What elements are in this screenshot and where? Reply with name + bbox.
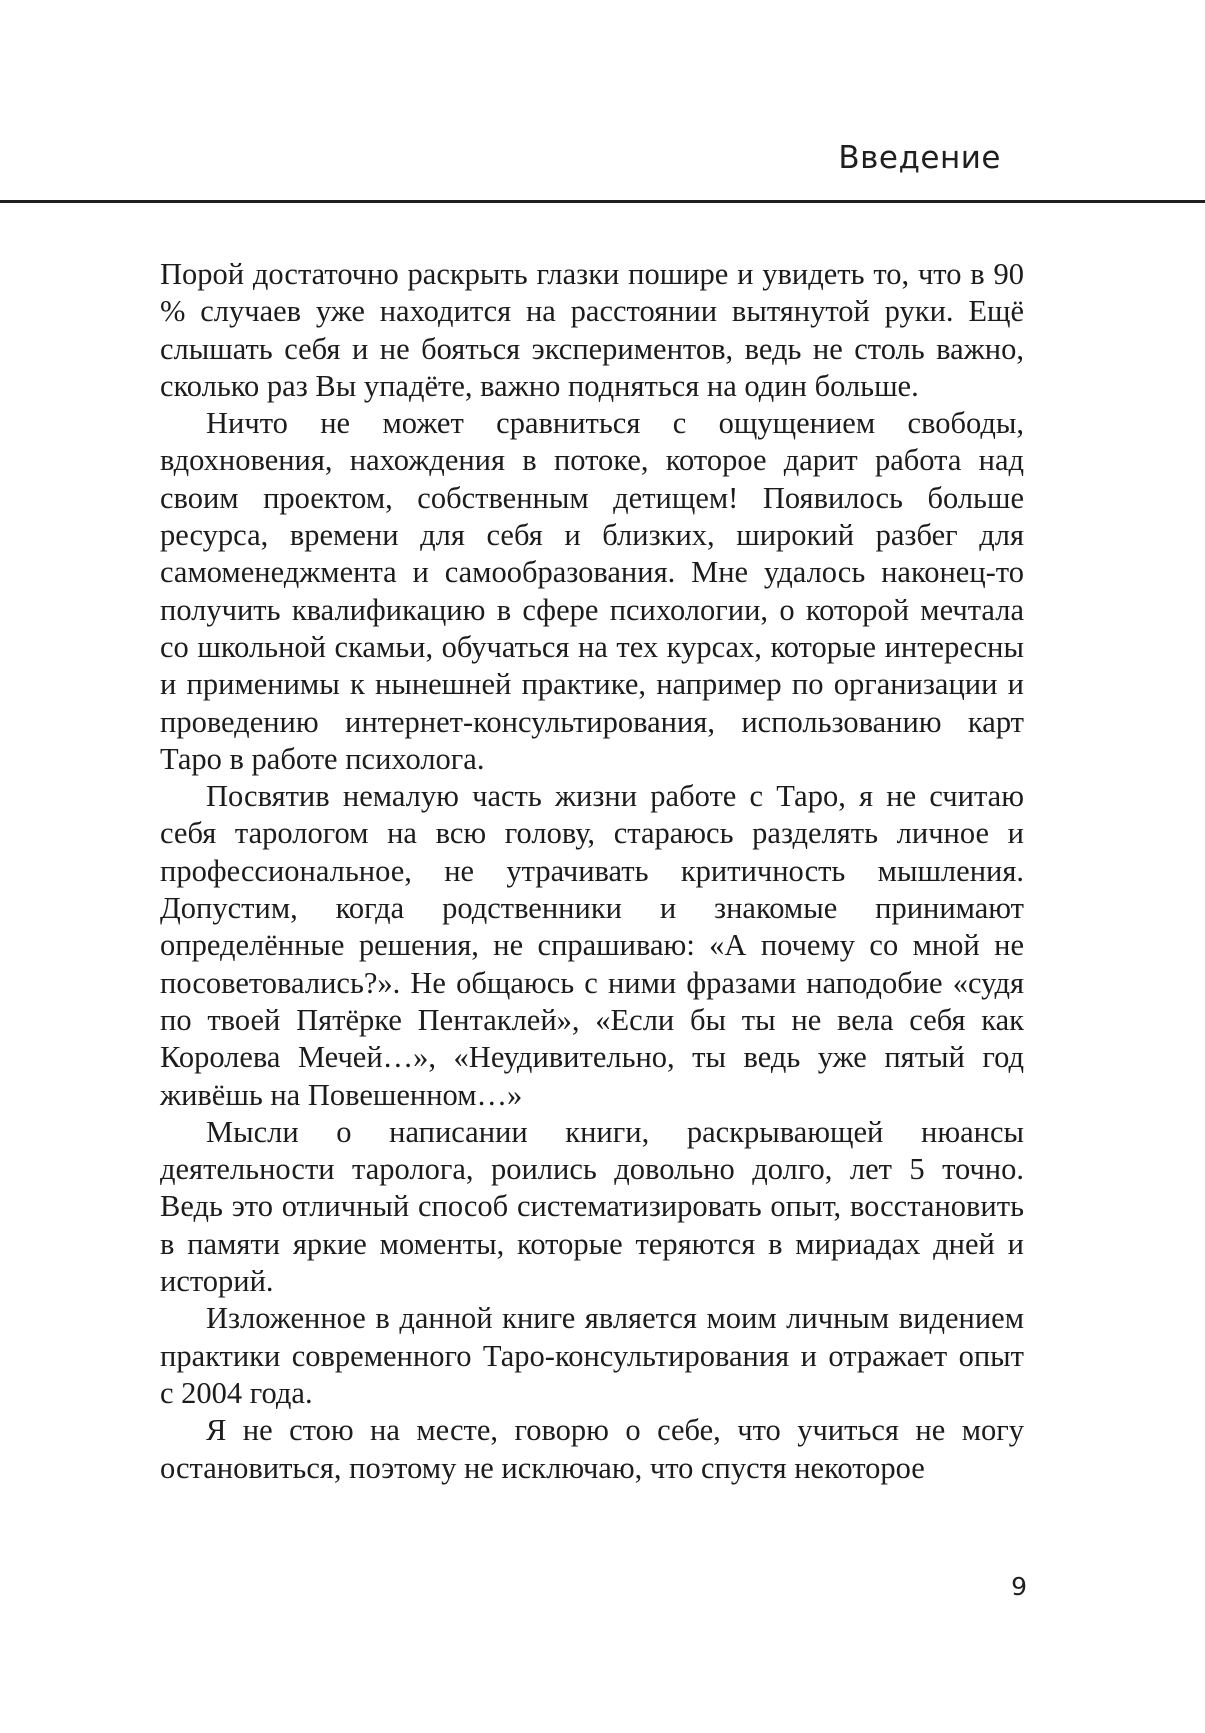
page-number: 9 [1011, 1572, 1027, 1601]
paragraph-6: Я не стою на месте, говорю о себе, что учиться не могу остановиться, поэтому не исключаю, что спустя некоторое [160, 1413, 1024, 1485]
running-title: Введение [838, 140, 1001, 176]
paragraph-5: Изложенное в данной книге является моим личным видением практики современного Таро-консультирования и отражает опыт с 2004 года. [160, 1301, 1024, 1410]
paragraph-4: Мысли о написании книги, раскрывающей нюансы деятельности таролога, роились довольно долго, лет 5 точно. Ведь это отличный способ систематизировать опыт, восстановить в памяти яркие моменты, которые теряются в мириадах дней и историй. [160, 1114, 1024, 1299]
paragraph-2: Ничто не может сравниться с ощущением свободы, вдохновения, нахождения в потоке, которое дарит работа над своим проектом, собственным детищем! Появилось больше ресурса, времени для себя и близких, широкий разбег для самоменеджмента и самообразования. Мне удалось наконец-то получить квалификацию в сфере психологии, о которой мечтала со школьной скамьи, обучаться на тех курсах, которые интересны и применимы к нынешней практике, например по организации и проведению интернет-консультирования, использованию карт Таро в работе психолога. [160, 406, 1024, 776]
page-body [160, 256, 1024, 1487]
paragraph-3: Посвятив немалую часть жизни работе с Таро, я не считаю себя тарологом на всю голову, стараюсь разделять личное и профессиональное, не утрачивать критичность мышления. Допустим, когда родственники и знакомые принимают определённые решения, не спрашиваю: «А почему со мной не посоветовались?». Не общаюсь с ними фразами наподобие «судя по твоей Пятёрке Пентаклей», «Если бы ты не вела себя как Королева Мечей…», «Неудивительно, ты ведь уже пятый год живёшь на Повешенном…» [160, 779, 1024, 1112]
header-divider [0, 200, 1205, 203]
paragraph-1: Порой достаточно раскрыть глазки пошире и увидеть то, что в 90 % случаев уже находится на расстоянии вытянутой руки. Ещё слышать себя и не бояться экспериментов, ведь не столь важно, сколько раз Вы упадёте, важно подняться на один больше. [160, 257, 1024, 403]
